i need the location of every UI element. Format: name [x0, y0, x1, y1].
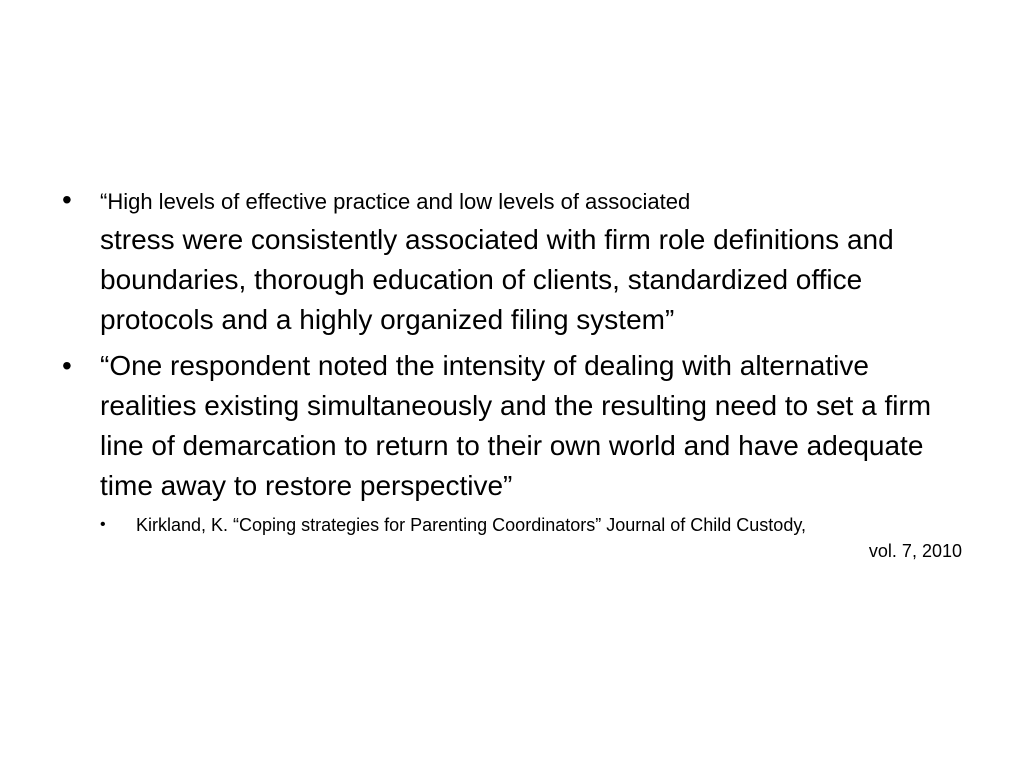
bullet-1-text: stress were consistently associated with firm role definitions and boundaries, thorough education of clients, standardized office protocols and a highly organized filing system” [100, 224, 894, 335]
sub-bullet-marker: • [100, 516, 106, 533]
bullet-item-1 [62, 180, 962, 340]
reference-line-1: Kirkland, K. “Coping strategies for Parenting Coordinators” Journal of Child Custody, [136, 515, 806, 535]
bullet-item-2 [62, 346, 962, 506]
bullet-2-text: “One respondent noted the intensity of dealing with alternative realities existing simultaneously and the resulting need to set a firm line of demarcation to return to their own world and have adequate time away to restore perspective” [100, 350, 932, 501]
bullet-1-lead-text: “High levels of effective practice and low levels of associated [100, 189, 691, 214]
slide-body [62, 180, 962, 564]
bullet-marker: • [62, 350, 72, 381]
reference-line-2: vol. 7, 2010 [868, 541, 962, 561]
reference-item [62, 512, 962, 564]
bullet-marker: • [62, 184, 72, 215]
